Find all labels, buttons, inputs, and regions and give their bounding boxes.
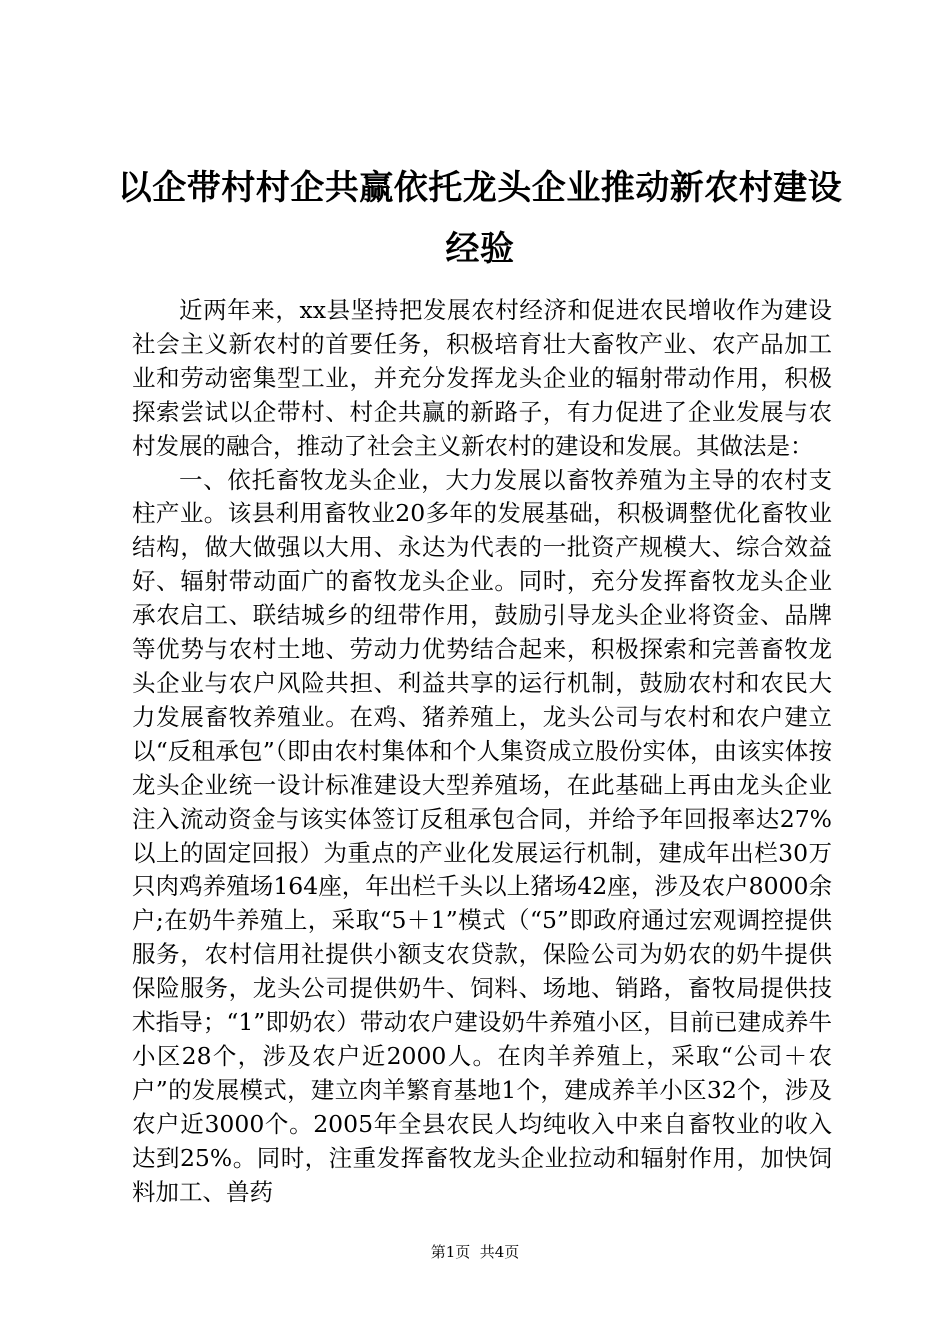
paragraph-section-1: 一、依托畜牧龙头企业，大力发展以畜牧养殖为主导的农村支柱产业。该县利用畜牧业20多年的发展基础，积极调整优化畜牧业结构，做大做强以大用、永达为代表的一批资产规模大、综合效益好、辐射带动面广的畜牧龙头企业。同时，充分发挥畜牧龙头企业承农启工、联结城乡的纽带作用，鼓励引导龙头企业将资金、品牌等优势与农村土地、劳动力优势结合起来，积极探索和完善畜牧龙头企业与农户风险共担、利益共享的运行机制，鼓励农村和农民大力发展畜牧养殖业。在鸡、猪养殖上，龙头公司与农村和农户建立以“反租承包”（即由农村集体和个人集资成立股份实体，由该实体按龙头企业统一设计标准建设大型养殖场，在此基础上再由龙头企业注入流动资金与该实体签订反租承包合同，并给予年回报率达27%以上的固定回报）为重点的产业化发展运行机制，建成年出栏30万只肉鸡养殖场164座，年出栏千头以上猪场42座，涉及农户8000余户;在奶牛养殖上，采取“5＋1”模式（“5”即政府通过宏观调控提供服务，农村信用社提供小额支农贷款，保险公司为奶农的奶牛提供保险服务，龙头公司提供奶牛、饲料、场地、销路，畜牧局提供技术指导；“1”即奶农）带动农户建设奶牛养殖小区，目前已建成养牛小区28个，涉及农户近2000人。在肉羊养殖上，采取“公司＋农户”的发展模式，建立肉羊繁育基地1个，建成养羊小区32个，涉及农户近3000个。2005年全县农民人均纯收入中来自畜牧业的收入达到25%。同时，注重发挥畜牧龙头企业拉动和辐射作用，加快饲料加工、兽药 bbox=[132, 465, 832, 1206]
page-number-label: 第1页 共4页 bbox=[430, 1243, 520, 1261]
document-title: 以企带村村企共赢依托龙头企业推动新农村建设经验 bbox=[117, 168, 843, 269]
paragraph-intro: 近两年来，xx县坚持把发展农村经济和促进农民增收作为建设社会主义新农村的首要任务，积极培育壮大畜牧产业、农产品加工业和劳动密集型工业，并充分发挥龙头企业的辐射带动作用，积极探索尝试以企带村、村企共赢的新路子，有力促进了企业发展与农村发展的融合，推动了社会主义新农村的建设和发展。其做法是： bbox=[132, 296, 832, 460]
document-body bbox=[132, 294, 832, 1209]
page-footer bbox=[0, 1242, 950, 1262]
